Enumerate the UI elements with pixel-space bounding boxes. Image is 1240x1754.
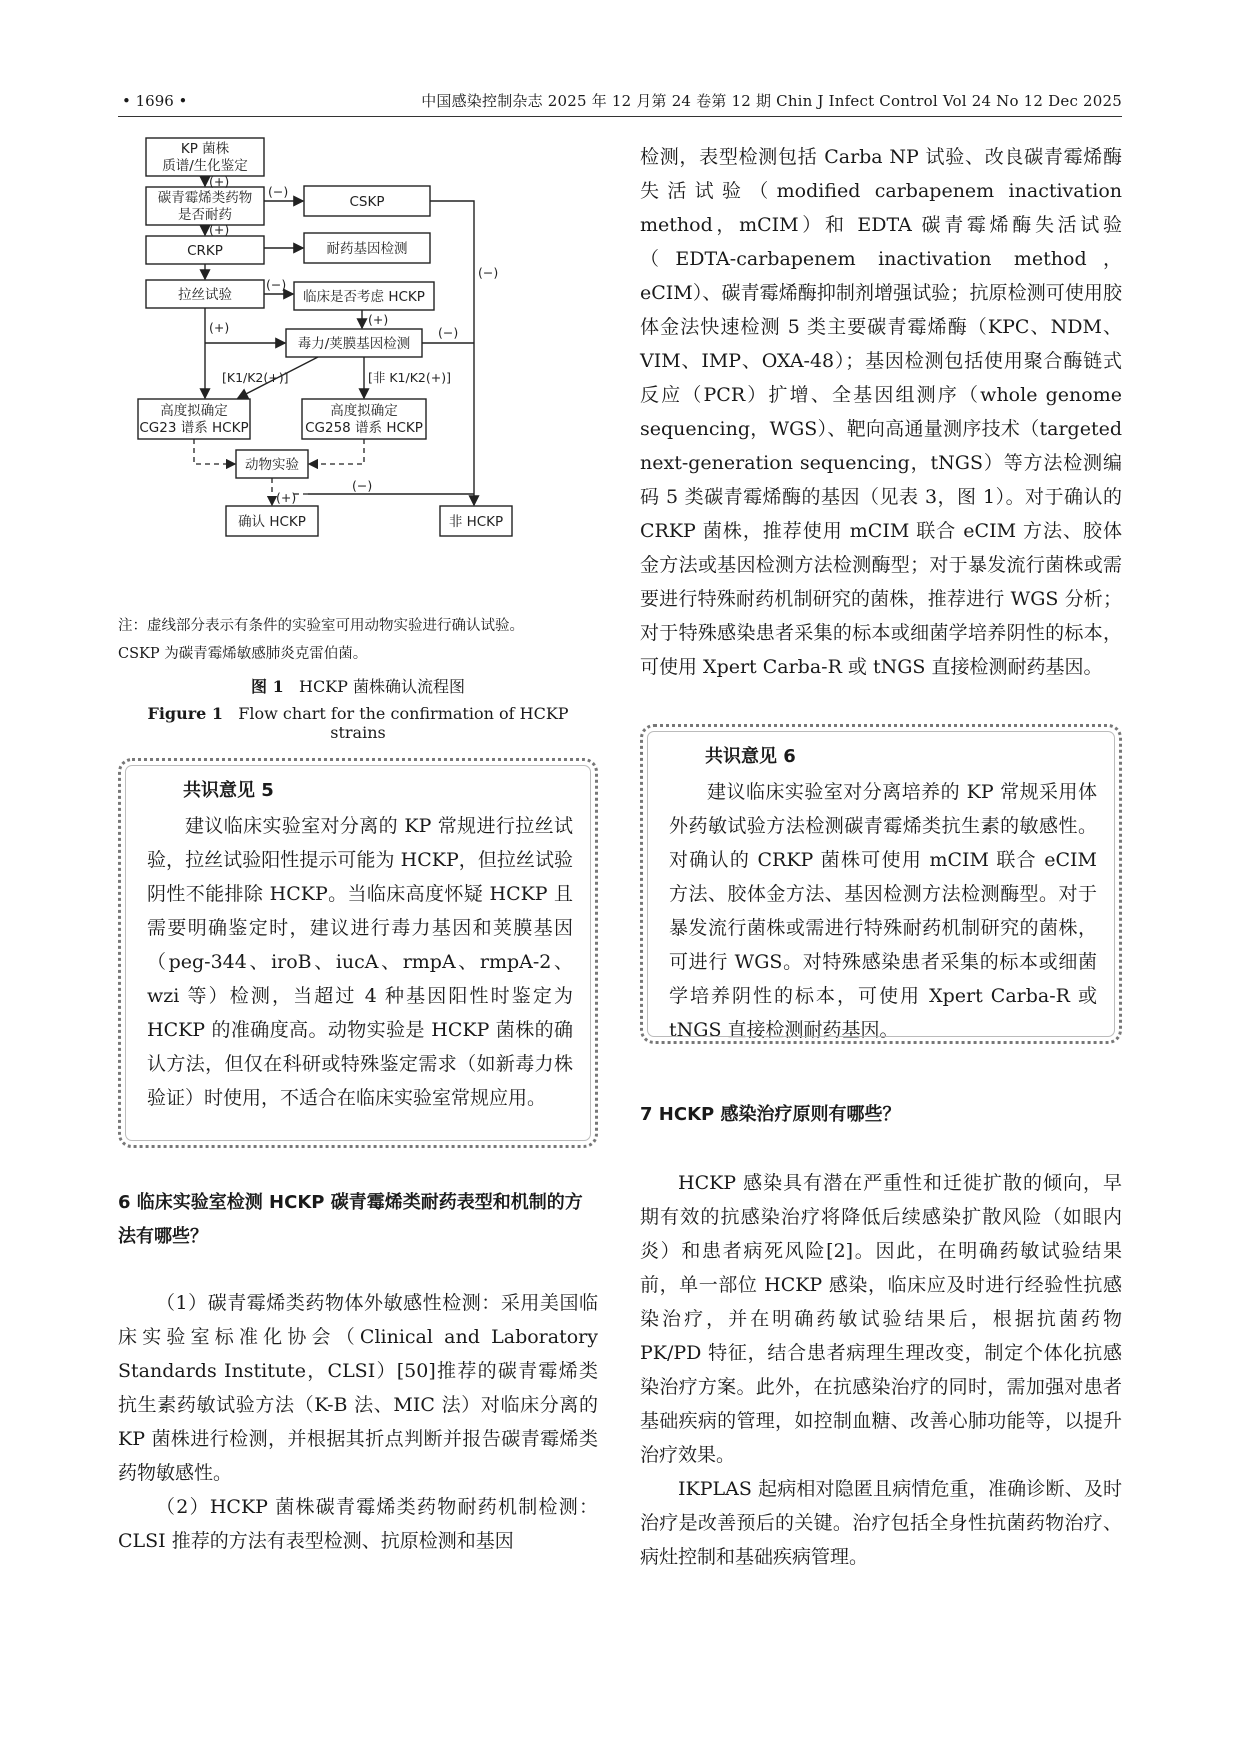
- section-7-heading: 7 HCKP 感染治疗原则有哪些？: [640, 1104, 901, 1125]
- figure-caption-cn: [118, 674, 598, 697]
- label-non-k1k2: [非 K1/K2(+)]: [368, 370, 451, 385]
- label-neg-4: (−): [478, 265, 499, 280]
- box-clinical-label: 临床是否考虑 HCKP: [303, 289, 425, 305]
- section-7: [640, 1098, 1122, 1132]
- section-6: [118, 1186, 598, 1254]
- section-6-body: [118, 1286, 598, 1558]
- box-non-label: 非 HCKP: [448, 514, 504, 530]
- flowchart-figure: [118, 132, 602, 606]
- consensus-5-title: 共识意见 5: [183, 780, 274, 801]
- label-pos-4: (+): [209, 320, 230, 335]
- header-rule: [118, 116, 1122, 117]
- box-string-label: 拉丝试验: [178, 287, 232, 303]
- figure-note-line1: 注：虚线部分表示有条件的实验室可用动物实验进行确认试验。: [118, 618, 524, 634]
- box-confirm-label: 确认 HCKP: [238, 514, 306, 530]
- label-neg-3: (−): [438, 325, 459, 340]
- label-neg-5: (−): [352, 478, 373, 493]
- box-resgene-label: 耐药基因检测: [326, 241, 408, 257]
- label-pos-1: (+): [209, 174, 230, 189]
- label-k1k2: [K1/K2(+)]: [222, 370, 289, 385]
- box-kp-line2: 质谱/生化鉴定: [162, 158, 248, 174]
- consensus-6-box: [640, 724, 1122, 1044]
- box-virulence-label: 毒力/荚膜基因检测: [297, 336, 411, 352]
- caption-cn-label: 图 1: [251, 677, 284, 696]
- section-7-para1: HCKP 感染具有潜在严重性和迁徙扩散的倾向，早期有效的抗感染治疗将降低后续感染扩散风险（如眼内炎）和患者病死风险[2]。因此，在明确药敏试验结果前，单一部位 HCKP 感染，临床应及时进行经验性抗感染治疗，并在明确药敏试验结果后，根据抗菌药物 PK/PD 特征，结合患者病理生理改变，制定个体化抗感染治疗方案。此外，在抗感染治疗的同时，需加强对患者基础疾病的管理，如控制血糖、改善心肺功能等，以提升治疗效果。: [640, 1172, 1122, 1466]
- box-carb-line1: 碳青霉烯类药物: [157, 190, 253, 206]
- section-6-para2: （2）HCKP 菌株碳青霉烯类药物耐药机制检测：CLSI 推荐的方法有表型检测、抗原检测和基因: [118, 1496, 598, 1552]
- box-kp-line1: KP 菌株: [180, 141, 230, 157]
- section-7-body: [640, 1166, 1122, 1574]
- box-crkp-label: CRKP: [187, 243, 223, 259]
- method-paragraph: 检测，表型检测包括 Carba NP 试验、改良碳青霉烯酶失活试验（modified carbapenem inactivation method，mCIM）和 EDTA 碳青霉烯酶失活试验（EDTA-carbapenem inactivation method，eCIM）、碳青霉烯酶抑制剂增强试验；抗原检测可使用胶体金法快速检测 5 类主要碳青霉烯酶（KPC、NDM、VIM、IMP、OXA-48）；基因检测包括使用聚合酶链式反应（PCR）扩增、全基因组测序（whole genome sequencing，WGS）、靶向高通量测序技术（targeted next-generation sequencing，tNGS）等方法检测编码 5 类碳青霉烯酶的基因（见表 3，图 1）。对于确认的 CRKP 菌株，推荐使用 mCIM 联合 eCIM 方法、胶体金方法或基因检测方法检测酶型；对于暴发流行菌株或需要进行特殊耐药机制研究的菌株，推荐进行 WGS 分析；对于特殊感染患者采集的标本或细菌学培养阴性的标本，可使用 Xpert Carba-R 或 tNGS 直接检测耐药基因。: [640, 146, 1122, 678]
- caption-cn-text: HCKP 菌株确认流程图: [298, 677, 465, 696]
- box-animal-label: 动物实验: [245, 457, 299, 473]
- figure-caption-en: [118, 704, 598, 742]
- consensus-6-title: 共识意见 6: [705, 746, 796, 767]
- section-7-para2: IKPLAS 起病相对隐匿且病情危重，准确诊断、及时治疗是改善预后的关键。治疗包括全身性抗菌药物治疗、病灶控制和基础疾病管理。: [640, 1478, 1122, 1568]
- box-cg258-line1: 高度拟确定: [330, 403, 398, 419]
- page-number: • 1696 •: [122, 92, 188, 110]
- label-neg-2: (−): [266, 277, 287, 292]
- consensus-6-text: 建议临床实验室对分离培养的 KP 常规采用体外药敏试验方法检测碳青霉烯类抗生素的敏感性。对确认的 CRKP 菌株可使用 mCIM 联合 eCIM 方法、胶体金方法、基因检测方法检测酶型。对于暴发流行菌株或需进行特殊耐药机制研究的菌株，可进行 WGS。对特殊感染患者采集的标本或细菌学培养阴性的标本，可使用 Xpert Carba-R 或 tNGS 直接检测耐药基因。: [669, 781, 1097, 1041]
- figure-note: [118, 612, 598, 668]
- label-pos-5: (+): [276, 490, 297, 505]
- label-pos-3: (+): [368, 312, 389, 327]
- right-column-text: [640, 140, 1122, 684]
- caption-en-text: Flow chart for the confirmation of HCKP strains: [238, 704, 569, 742]
- section-6-para1: （1）碳青霉烯类药物体外敏感性检测：采用美国临床实验室标准化协会（Clinical and Laboratory Standards Institute，CLSI）[50]推荐的碳青霉烯类抗生素药敏试验方法（K-B 法、MIC 法）对临床分离的 KP 菌株进行检测，并根据其折点判断并报告碳青霉烯类药物敏感性。: [118, 1292, 598, 1484]
- consensus-5-box: [118, 758, 598, 1148]
- box-cg23-line2: CG23 谱系 HCKP: [139, 420, 249, 436]
- figure-note-line2: CSKP 为碳青霉烯敏感肺炎克雷伯菌。: [118, 646, 368, 662]
- journal-header: 中国感染控制杂志 2025 年 12 月第 24 卷第 12 期 Chin J Infect Control Vol 24 No 12 Dec 2025: [421, 92, 1122, 110]
- consensus-5-text: 建议临床实验室对分离的 KP 常规进行拉丝试验，拉丝试验阳性提示可能为 HCKP，但拉丝试验阴性不能排除 HCKP。当临床高度怀疑 HCKP 且需要明确鉴定时，建议进行毒力基因和荚膜基因（peg-344、iroB、iucA、rmpA、rmpA-2、wzi 等）检测，当超过 4 种基因阳性时鉴定为 HCKP 的准确度高。动物实验是 HCKP 菌株的确认方法，但仅在科研或特殊鉴定需求（如新毒力株验证）时使用，不适合在临床实验室常规应用。: [147, 815, 573, 1109]
- section-6-heading: 6 临床实验室检测 HCKP 碳青霉烯类耐药表型和机制的方法有哪些？: [118, 1192, 583, 1247]
- box-cg258-line2: CG258 谱系 HCKP: [305, 420, 423, 436]
- box-cskp-label: CSKP: [349, 194, 385, 210]
- box-carb-line2: 是否耐药: [178, 207, 232, 223]
- caption-en-label: Figure 1: [147, 704, 224, 723]
- label-neg-1: (−): [268, 184, 289, 199]
- box-cg23-line1: 高度拟确定: [160, 403, 228, 419]
- label-pos-2: (+): [209, 222, 230, 237]
